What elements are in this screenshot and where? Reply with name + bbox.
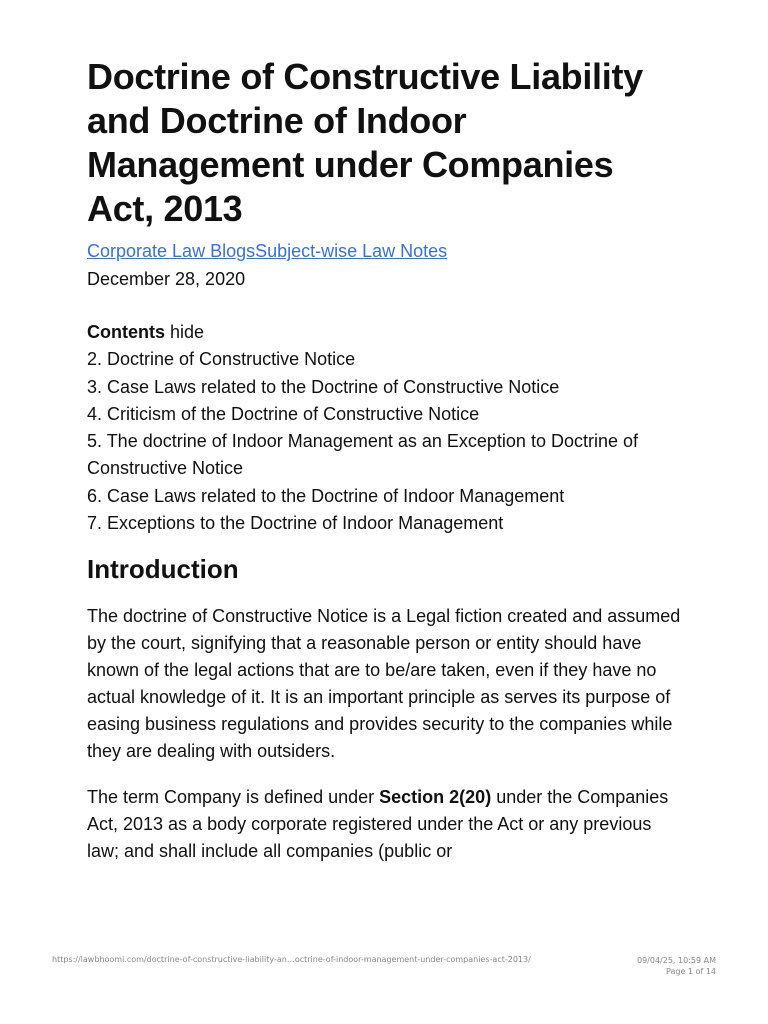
toc-item[interactable]: 2. Doctrine of Constructive Notice xyxy=(87,349,356,370)
paragraph-text: The term Company is defined under xyxy=(87,787,380,808)
table-of-contents xyxy=(87,319,687,537)
toc-item[interactable]: 5. The doctrine of Indoor Management as an Exception to Doctrine of Constructive Notice xyxy=(87,431,638,479)
footer-stamp xyxy=(637,955,716,977)
category-links xyxy=(87,237,687,265)
toc-item[interactable]: 7. Exceptions to the Doctrine of Indoor Management xyxy=(87,513,504,534)
footer-page-number: Page 1 of 14 xyxy=(666,967,716,976)
section-reference: Section 2(20) xyxy=(379,787,492,808)
footer-datetime: 09/04/25, 10:59 AM xyxy=(637,956,716,965)
intro-paragraph-2 xyxy=(87,784,687,865)
section-heading-introduction: Introduction xyxy=(87,554,239,585)
toc-header xyxy=(87,319,687,346)
toc-item[interactable]: 4. Criticism of the Doctrine of Constructive Notice xyxy=(87,403,480,424)
toc-item[interactable]: 3. Case Laws related to the Doctrine of Constructive Notice xyxy=(87,376,560,397)
publish-date: December 28, 2020 xyxy=(87,269,246,289)
toc-heading: Contents xyxy=(87,322,165,342)
toc-hide-toggle[interactable]: hide xyxy=(170,322,205,342)
article xyxy=(87,55,687,884)
category-link-corporate-law-blogs[interactable]: Corporate Law Blogs xyxy=(87,241,256,261)
toc-item[interactable]: 6. Case Laws related to the Doctrine of Indoor Management xyxy=(87,485,565,506)
paragraph-text: under the Companies Act, 2013 as a body corporate registered under the Act or any previous law; and shall include all companies (public or xyxy=(87,787,669,862)
article-title: Doctrine of Constructive Liability and Doctrine of Indoor Management under Companies Act, 2013 xyxy=(87,56,643,229)
category-link-subject-wise-law-notes[interactable]: Subject-wise Law Notes xyxy=(255,241,448,261)
footer-url: https://lawbhoomi.com/doctrine-of-constructive-liability-an…octrine-of-indoor-management-under-companies-act-2013/ xyxy=(52,955,531,964)
intro-paragraph: The doctrine of Constructive Notice is a Legal fiction created and assumed by the court, signifying that a reasonable person or entity should have known of the legal actions that are to be/are taken, even if they have no actual knowledge of it. It is an important principle as serves its purpose of easing business regulations and provides security to the companies while they are dealing with outsiders. xyxy=(87,606,681,762)
